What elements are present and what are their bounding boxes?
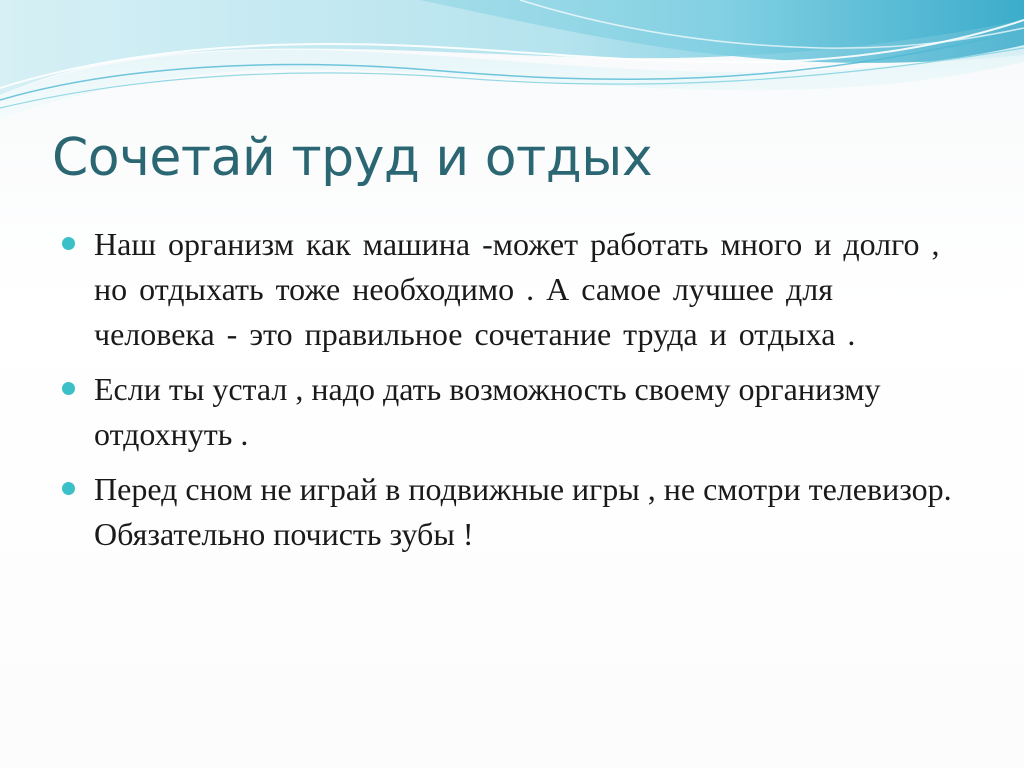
wave-decoration <box>0 0 1024 130</box>
slide-title: Сочетай труд и отдых <box>52 128 653 188</box>
bullet-text: Перед сном не играй в подвижные игры , не смотри телевизор. Обязательно почисть зубы ! <box>94 471 952 552</box>
bullet-text: Наш организм как машина -может работать много и долго , но отдыхать тоже необходимо . А самое лучшее для человека - это правильное сочетание труда и отдыха . <box>94 226 940 352</box>
bullet-list <box>60 222 960 567</box>
bullet-dot-icon <box>62 482 75 495</box>
bullet-text: Если ты устал , надо дать возможность своему организму отдохнуть . <box>94 371 881 452</box>
bullet-item <box>60 222 960 357</box>
bullet-dot-icon <box>62 237 75 250</box>
bullet-item <box>60 467 960 557</box>
bullet-dot-icon <box>62 382 75 395</box>
bullet-item <box>60 367 960 457</box>
